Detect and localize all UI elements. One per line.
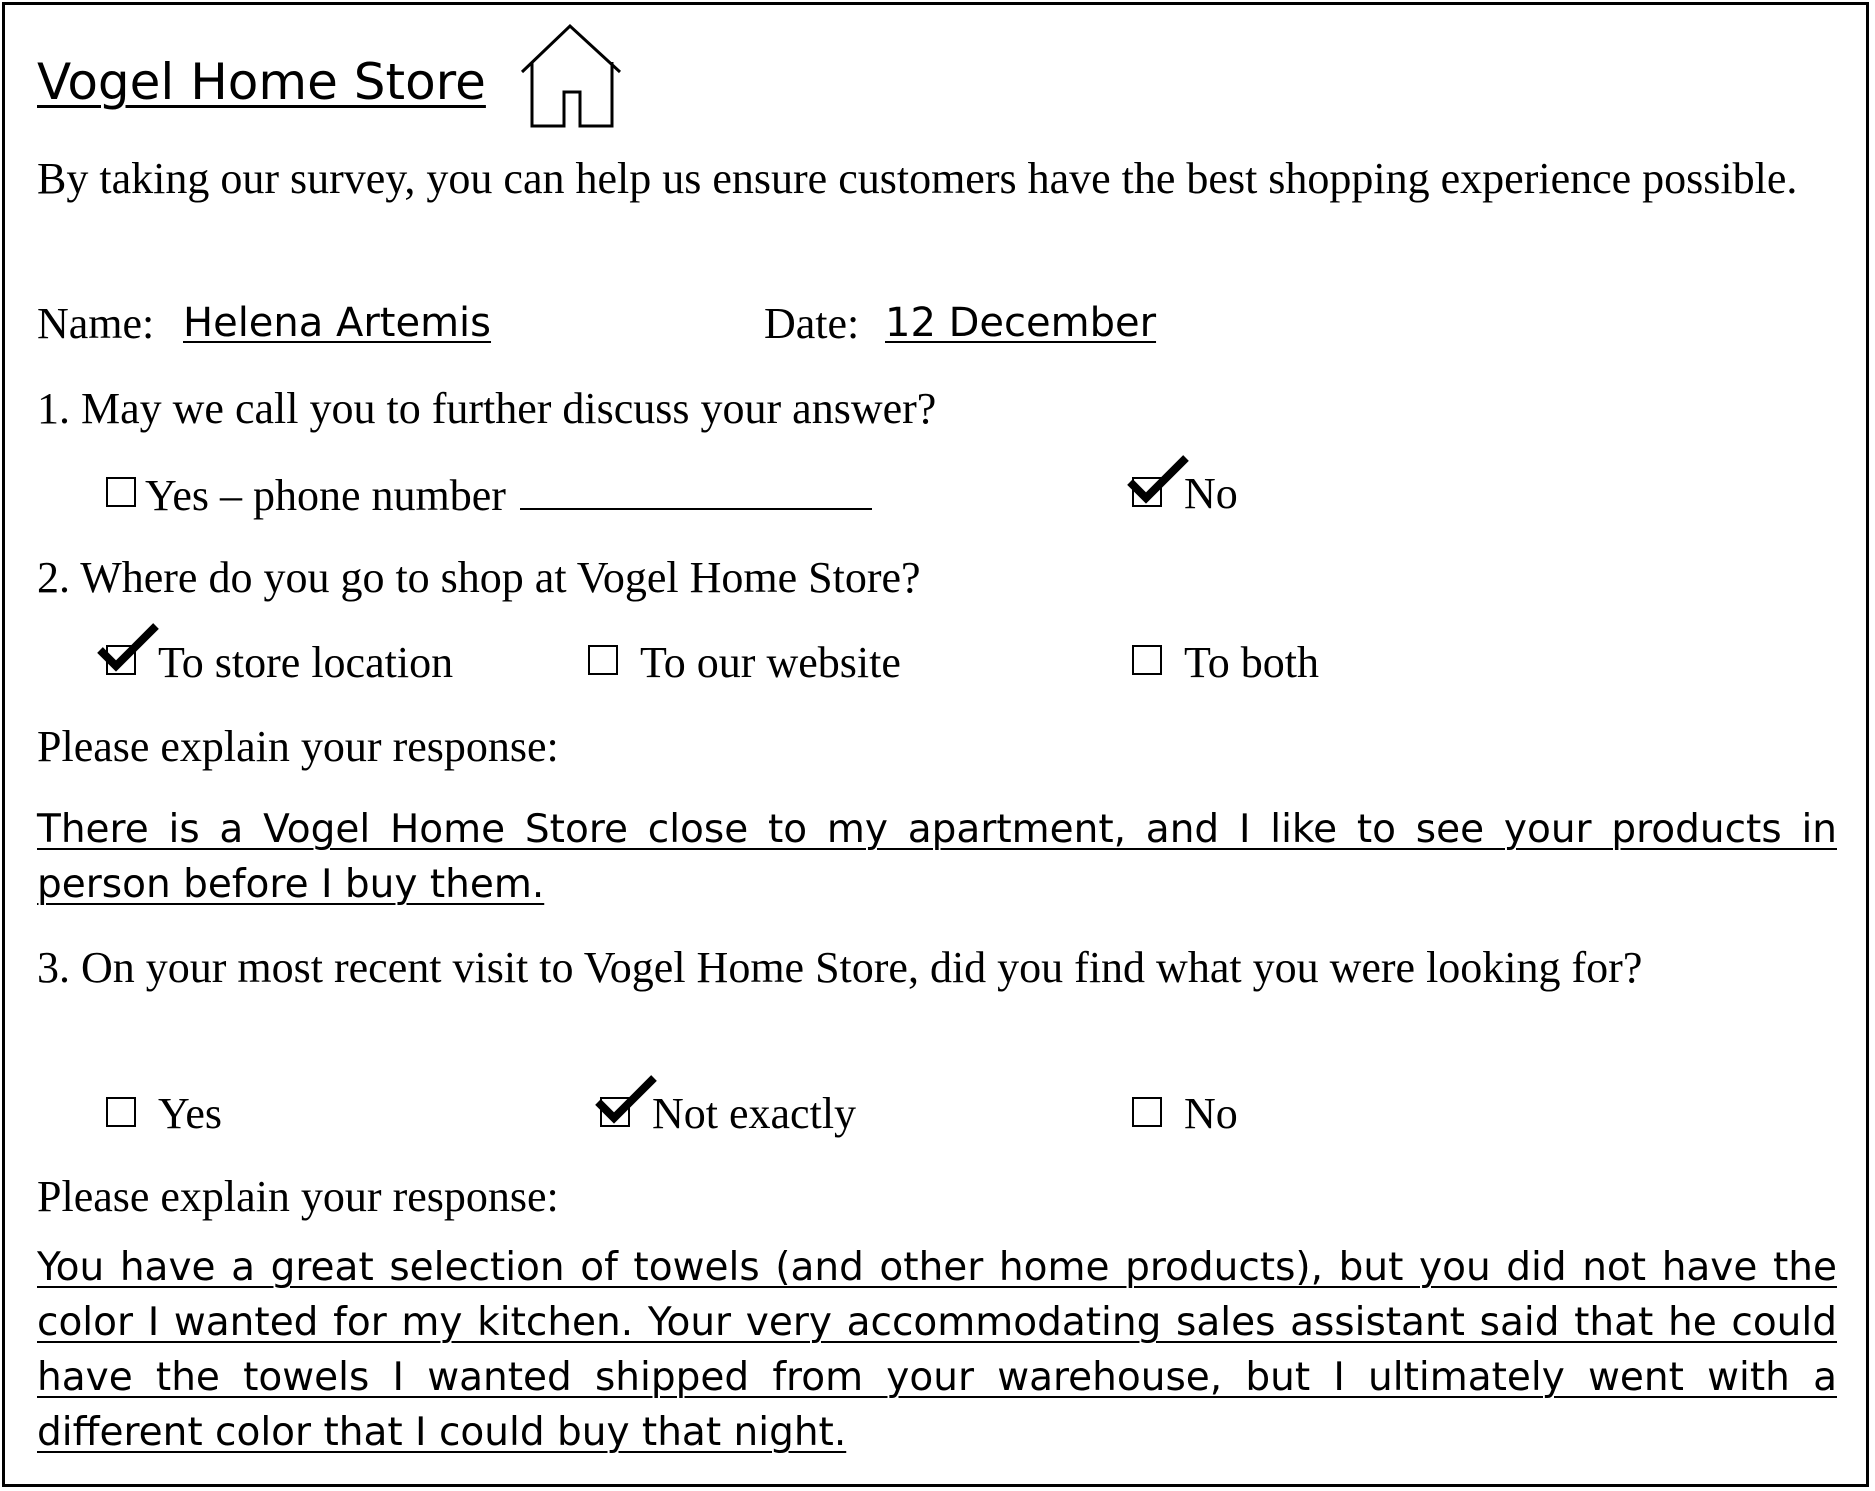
date-value[interactable]: 12 December (885, 300, 1157, 346)
q2-option-both-label: To both (1184, 638, 1320, 687)
checkmark-icon (1124, 454, 1192, 506)
q3-option-no-label: No (1184, 1089, 1238, 1138)
q1-option-no-label: No (1184, 469, 1238, 518)
q1-option-yes-label: Yes – phone number (145, 471, 506, 520)
q1-option-yes (145, 468, 872, 521)
checkbox-q2-website[interactable] (588, 645, 618, 675)
checkbox-q3-yes[interactable] (106, 1097, 136, 1127)
q3-explain-label: Please explain your response: (37, 1172, 559, 1221)
checkbox-q3-no[interactable] (1132, 1097, 1162, 1127)
phone-number-field[interactable] (520, 468, 872, 510)
name-label: Name: (37, 299, 155, 348)
checkmark-icon (94, 622, 162, 674)
q2-option-store-label: To store location (158, 638, 454, 687)
q2-explain-answer[interactable]: There is a Vogel Home Store close to my apartment, and I like to see your products in person before I buy them. (37, 807, 1837, 907)
q2-explain-label: Please explain your response: (37, 722, 559, 771)
date-label: Date: (764, 299, 860, 348)
q3-explain-answer[interactable]: You have a great selection of towels (and other home products), but you did not have the color I wanted for my kitchen. Your very accommodating sales assistant said that he could have the towels I wanted shipped from your warehouse, but I ultimately went with a different color that I could buy that night. (37, 1245, 1837, 1455)
q3-option-not-exactly-label: Not exactly (652, 1089, 857, 1138)
checkbox-q1-yes[interactable] (106, 477, 136, 507)
store-title: Vogel Home Store (37, 53, 486, 111)
question-1: 1. May we call you to further discuss your answer? (37, 384, 937, 433)
checkmark-icon (592, 1074, 660, 1126)
question-3: 3. On your most recent visit to Vogel Home Store, did you find what you were looking for? (37, 943, 1643, 992)
name-value[interactable]: Helena Artemis (183, 300, 492, 346)
question-2: 2. Where do you go to shop at Vogel Home Store? (37, 553, 921, 602)
q2-option-website-label: To our website (640, 638, 901, 687)
house-outline-icon (518, 22, 626, 130)
intro-text: By taking our survey, you can help us ensure customers have the best shopping experience possible. (37, 154, 1798, 203)
checkbox-q2-both[interactable] (1132, 645, 1162, 675)
q3-option-yes-label: Yes (158, 1089, 223, 1138)
